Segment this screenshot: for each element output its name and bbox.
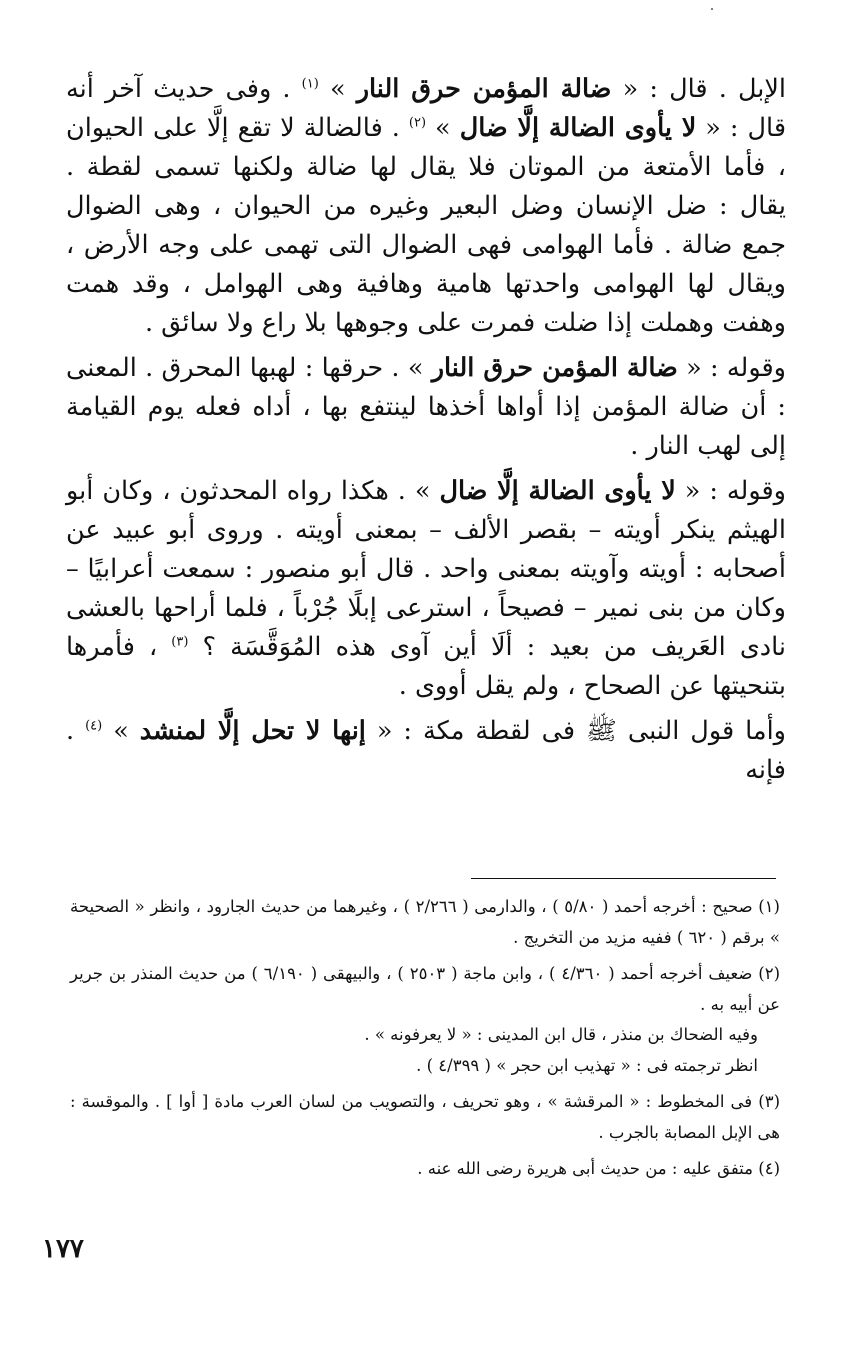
main-paragraph: وأما قول النبى ﷺ فى لقطة مكة : « إنها لا تحل إلَّا لمنشد » $^{(٤)}$ . فإنه bbox=[66, 716, 786, 785]
footnote-divider bbox=[471, 878, 776, 879]
main-paragraph: وقوله : « ضالة المؤمن حرق النار » . حرقها : لهبها المحرق . المعنى : أن ضالة المؤمن إذا أواها أخذها لينتفع بها ، أداه فعله يوم القيامة إلى لهب النار . bbox=[66, 353, 787, 461]
footnote-3: (٣) فى المخطوط : « المرقشة » ، وهو تحريف ، والتصويب من لسان العرب مادة [ أوا ] . والموقسة : هى الإبل المصابة بالجرب . bbox=[70, 1092, 780, 1142]
main-text bbox=[66, 70, 786, 790]
footnote-2-continuation: وفيه الضحاك بن منذر ، قال ابن المدينى : « لا يعرفونه » . bbox=[364, 1025, 758, 1044]
footnote-2-continuation: انظر ترجمته فى : « تهذيب ابن حجر » ( ٤/٣٩٩ ) . bbox=[416, 1055, 758, 1075]
scan-speck bbox=[711, 8, 713, 10]
footnote-2: (٢) ضعيف أخرجه أحمد ( ٤/٣٦٠ ) ، وابن ماجة ( ٢٥٠٣ ) ، والبيهقى ( ٦/١٩٠ ) من حديث المنذر بن جرير عن أبيه به . bbox=[70, 964, 781, 1014]
main-paragraph: الإبل . قال : « ضالة المؤمن حرق النار » $^{(١)}$ . وفى حديث آخر أنه قال : « لا يأوى الضالة إلَّا ضال » $^{(٢)}$ . فالضالة لا تقع إلَّا على الحيوان ، فأما الأمتعة من الموتان فلا يقال لها ضالة ولكنها تسمى لقطة . يقال : ضل الإنسان وضل البعير وغيره من الحيوان ، وهى الضوال جمع ضالة . فأما الهوامى فهى الضوال التى تهمى على وجه الأرض ، ويقال لها الهوامى واحدتها هامية وهافية وهى الهوامل ، وقد همت وهفت وهملت إذا ضلت فمرت على وجوهها بلا راع ولا سائق . bbox=[66, 74, 787, 338]
footnote-1: (١) صحيح : أخرجه أحمد ( ٥/٨٠ ) ، والدارمى ( ٢/٢٦٦ ) ، وغيرهما من حديث الجارود ، وانظر « الصحيحة » برقم ( ٦٢٠ ) ففيه مزيد من التخريج . bbox=[70, 897, 780, 947]
page-number: ١٧٧ bbox=[42, 1234, 84, 1264]
main-paragraph: وقوله : « لا يأوى الضالة إلَّا ضال » . هكذا رواه المحدثون ، وكان أبو الهيثم ينكر أويته – بقصر الألف – بمعنى أويته . وروى أبو عبيد عن أصحابه : أويته وآويته بمعنى واحد . قال أبو منصور : سمعت أعرابيًا – وكان من بنى نمير – فصيحاً ، استرعى إبلًا جُرْباً ، فلما أراحها بالعشى نادى العَريف من بعيد : ألَا أين آوى هذه المُوَقَّسَة ؟ $^{(٣)}$ ، فأمرها بتنحيتها عن الصحاح ، ولم يقل أووى . bbox=[66, 476, 786, 701]
footnote-4: (٤) متفق عليه : من حديث أبى هريرة رضى الله عنه . bbox=[417, 1159, 780, 1178]
footnotes bbox=[70, 892, 780, 1191]
